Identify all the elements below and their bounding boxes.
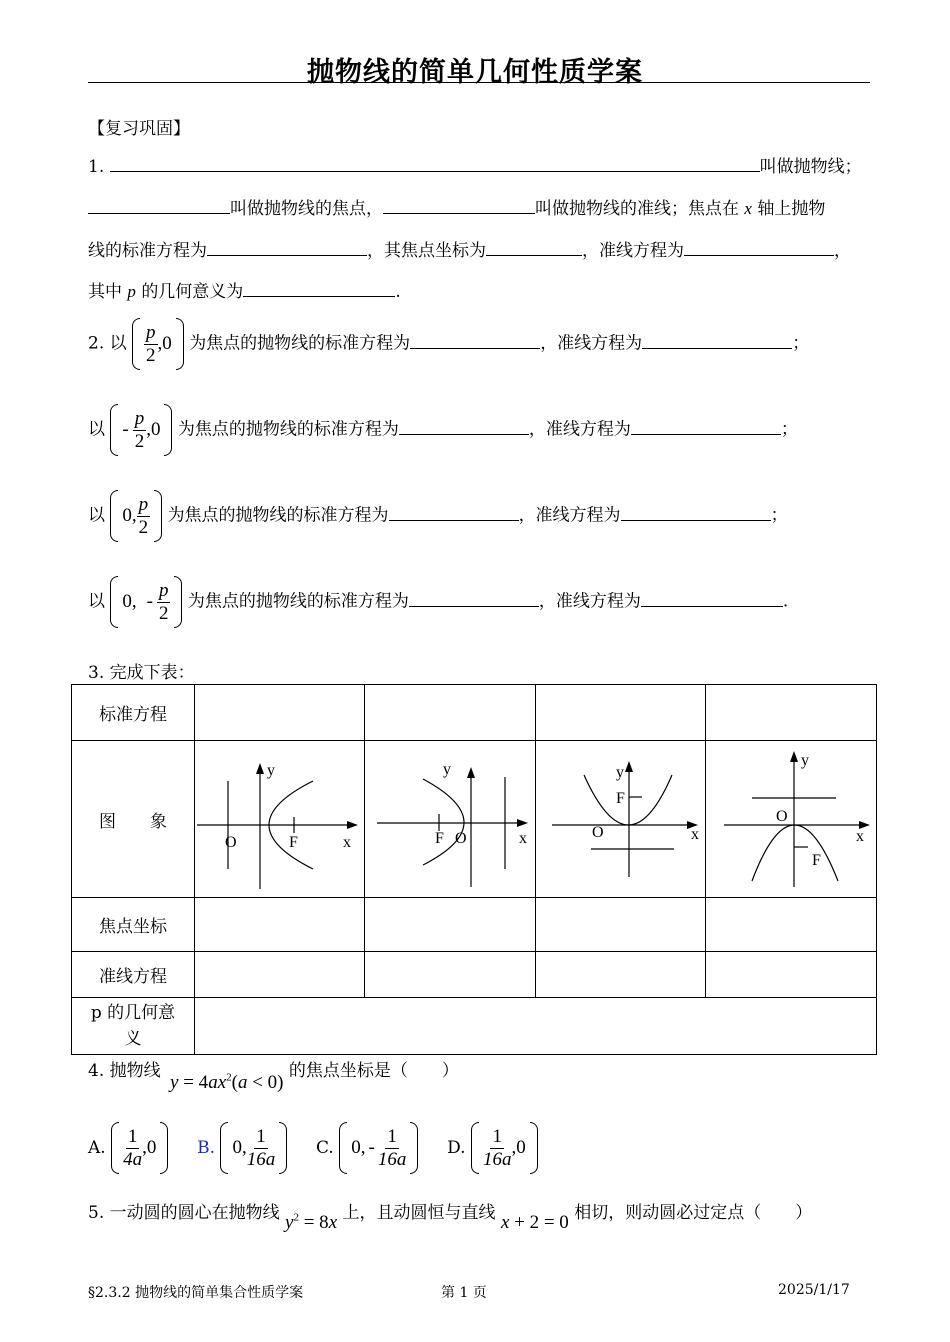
q1-blank-5[interactable]	[486, 241, 582, 256]
q2-line-4: 以 0, - $\frac{p}{2}$ 为焦点的抛物线的标准方程为 ，准线方程为 .	[88, 576, 788, 628]
q1-text-6: ，其焦点坐标为	[367, 241, 486, 261]
svg-text:y: y	[801, 752, 809, 769]
cell-focus-3[interactable]	[536, 898, 706, 952]
q2-line-3: 以 0, $\frac{p}{2}$ 为焦点的抛物线的标准方程为 ，准线方程为 ；	[88, 490, 788, 542]
svg-text:O: O	[592, 824, 604, 841]
cell-meaning[interactable]	[195, 998, 877, 1055]
q1-blank-3[interactable]	[383, 199, 535, 214]
q2-blank-3[interactable]	[399, 420, 529, 435]
q1-blank-1[interactable]	[110, 157, 760, 172]
cell-focus-1[interactable]	[195, 898, 365, 952]
q2-blank-1[interactable]	[410, 334, 540, 349]
q1-text-5: 线的标准方程为	[88, 241, 207, 261]
q1-blank-4[interactable]	[207, 241, 367, 256]
graph-1-svg	[195, 741, 364, 892]
svg-text:x: x	[519, 830, 527, 847]
cell-directrix-2[interactable]	[365, 952, 536, 998]
svg-text:O: O	[225, 834, 237, 851]
q1-blank-2[interactable]	[88, 199, 230, 214]
svg-text:F: F	[812, 852, 821, 869]
row-label-equation: 标准方程	[72, 685, 195, 741]
footer-page: 第 1 页	[441, 1285, 487, 1301]
page-title: 抛物线的简单几何性质学案	[307, 57, 643, 88]
q2-point-1: $\frac{p}{2}$ ,0	[132, 318, 184, 370]
footer-date: 2025/1/17	[778, 1282, 850, 1298]
svg-text:x: x	[343, 834, 351, 851]
q2-number: 2. 以	[88, 333, 127, 354]
option-b[interactable]: B. 0, $\frac{1}{16a}$	[197, 1138, 292, 1158]
cell-equation-3[interactable]	[536, 685, 706, 741]
q1-text-3: 叫做抛物线的准线；焦点在	[535, 199, 739, 219]
q1-text-11: .	[395, 282, 401, 302]
svg-text:F: F	[616, 790, 625, 807]
svg-text:F: F	[289, 834, 298, 851]
graph-right-opening	[195, 741, 365, 898]
q1-var-p: p	[127, 282, 136, 301]
cell-equation-4[interactable]	[706, 685, 877, 741]
q2-blank-6[interactable]	[621, 506, 771, 521]
svg-text:x: x	[856, 828, 864, 845]
cell-directrix-1[interactable]	[195, 952, 365, 998]
q1-var-x: x	[744, 199, 752, 218]
q2-point-4: 0, - $\frac{p}{2}$	[110, 576, 182, 628]
q2-blank-5[interactable]	[389, 506, 519, 521]
svg-text:y: y	[443, 761, 451, 778]
graph-up-opening	[536, 741, 706, 898]
cell-equation-1[interactable]	[195, 685, 365, 741]
option-c[interactable]: C. 0, - $\frac{1}{16a}$	[316, 1138, 424, 1158]
graph-3-svg	[536, 741, 705, 892]
q4-stem: 4. 抛物线 $y = 4ax^2(a < 0)$ 的焦点坐标是（ ）	[88, 1061, 459, 1093]
q2-blank-2[interactable]	[642, 334, 792, 349]
q3-intro: 3. 完成下表：	[88, 663, 195, 683]
cell-equation-2[interactable]	[365, 685, 536, 741]
q5-stem: 5. 一动圆的圆心在抛物线 $y^2 = 8x$ 上，且动圆恒与直线 x + 2 = 0 相切，则动圆必过定点（ ）	[88, 1203, 813, 1233]
q1-text-8: ，	[834, 241, 851, 261]
q1-blank-7[interactable]	[243, 282, 395, 297]
svg-text:O: O	[455, 830, 467, 847]
svg-text:F: F	[435, 830, 444, 847]
svg-text:O: O	[776, 808, 788, 825]
graph-2-svg	[365, 741, 535, 892]
row-label-directrix: 准线方程	[72, 952, 195, 998]
footer-left: §2.3.2 抛物线的简单集合性质学案	[88, 1285, 304, 1301]
q1-number: 1.	[88, 157, 105, 177]
q1-text-9: 其中	[88, 282, 122, 302]
cell-focus-2[interactable]	[365, 898, 536, 952]
row-label-focus: 焦点坐标	[72, 898, 195, 952]
q4-options	[88, 1122, 538, 1174]
graph-4-svg	[706, 741, 876, 892]
section-heading: 【复习巩固】	[88, 119, 190, 139]
q1-line-2	[88, 194, 825, 219]
q2-line-2: 以 - $\frac{p}{2}$ ,0 为焦点的抛物线的标准方程为 ，准线方程为 ；	[88, 404, 798, 456]
q2-blank-7[interactable]	[409, 592, 539, 607]
parabola-table	[71, 684, 877, 1055]
cell-focus-4[interactable]	[706, 898, 877, 952]
q2-point-2: - $\frac{p}{2}$ ,0	[110, 404, 172, 456]
title-underline	[88, 82, 870, 83]
q1-line-1	[88, 152, 862, 177]
q2-line-1: 2. 以 $\frac{p}{2}$ ,0 为焦点的抛物线的标准方程为 ，准线方程为 ；	[88, 318, 809, 370]
svg-text:y: y	[616, 764, 624, 781]
graph-down-opening	[706, 741, 877, 898]
q1-text-10: 的几何意义为	[141, 282, 244, 302]
cell-directrix-3[interactable]	[536, 952, 706, 998]
q1-line-3	[88, 236, 851, 261]
graph-left-opening	[365, 741, 536, 898]
q2-blank-4[interactable]	[631, 420, 781, 435]
option-d[interactable]: D. $\frac{1}{16a}$ ,0	[447, 1138, 538, 1158]
cell-directrix-4[interactable]	[706, 952, 877, 998]
row-label-meaning: p 的几何意 义	[72, 998, 195, 1055]
q1-text-2: 叫做抛物线的焦点，	[230, 199, 383, 219]
q1-text-1: 叫做抛物线；	[759, 157, 862, 177]
svg-text:x: x	[691, 826, 699, 843]
row-label-graph: 图 象	[72, 741, 195, 898]
q1-blank-6[interactable]	[684, 241, 834, 256]
q2-point-3: 0, $\frac{p}{2}$	[110, 490, 162, 542]
svg-text:y: y	[267, 762, 275, 779]
q1-text-4: 轴上抛物	[757, 199, 826, 219]
q2-blank-8[interactable]	[641, 592, 783, 607]
q4-formula: $y = 4ax^2(a < 0)$	[170, 1071, 284, 1093]
q1-line-4	[88, 277, 401, 302]
q5-formula-2: x + 2 = 0	[500, 1212, 569, 1233]
q5-formula-1: $y^2 = 8x$	[285, 1211, 338, 1233]
option-a[interactable]: A. $\frac{1}{4a}$ ,0	[88, 1138, 174, 1158]
q1-text-7: ，准线方程为	[582, 241, 684, 261]
